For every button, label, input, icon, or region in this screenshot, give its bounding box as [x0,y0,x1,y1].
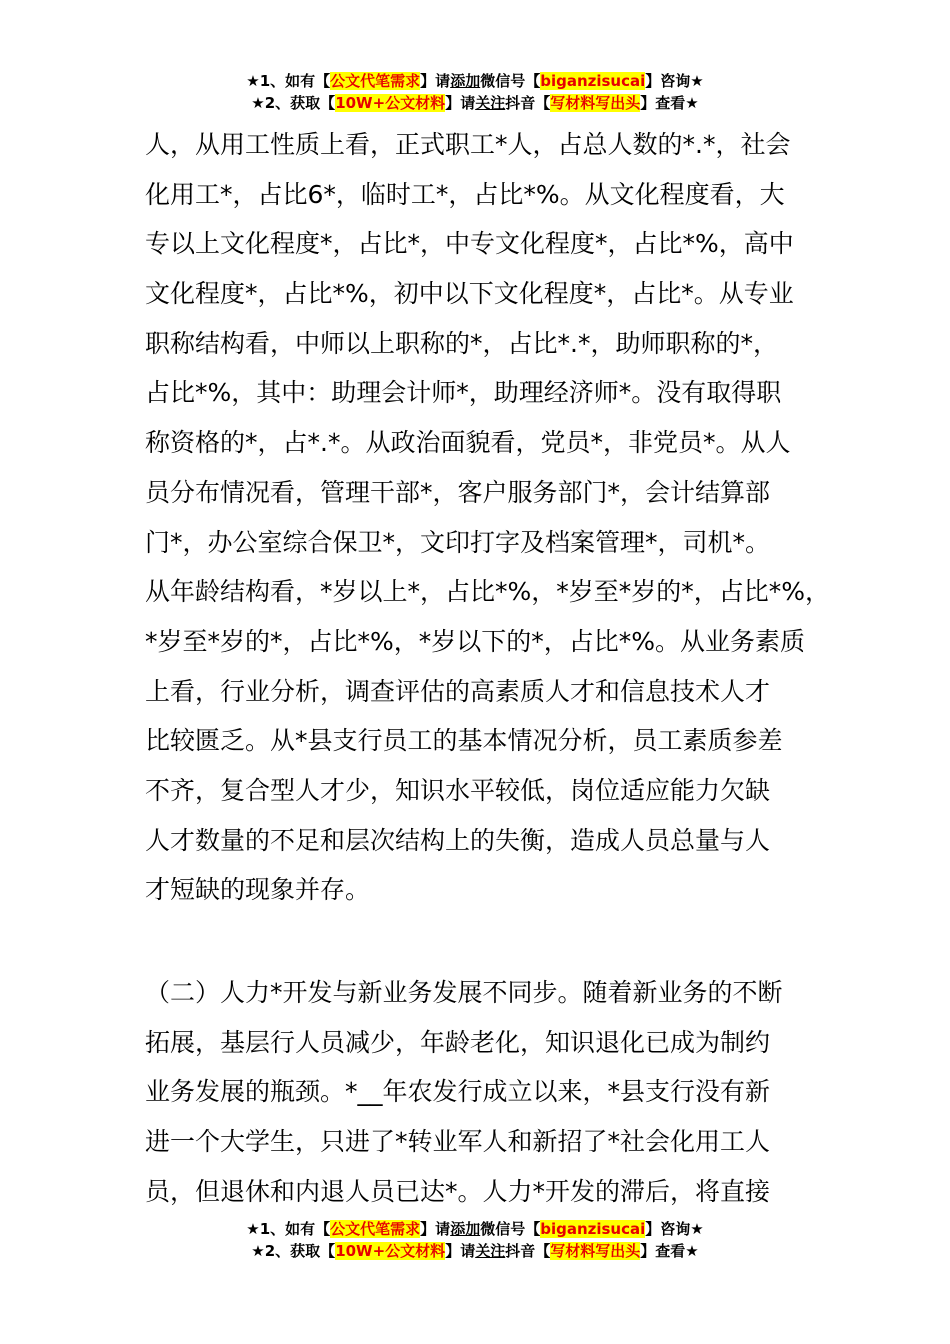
text-line: （二）人力*开发与新业务发展不同步。随着新业务的不断 [145,978,783,1007]
banner-line-2: ★2、获取【10W+公文材料】请关注抖音【写材料写出头】查看★ [251,94,699,112]
text-line: 人，从用工性质上看，正式职工*人，占总人数的*.*，社会 [145,130,791,159]
paragraph-hr-development [145,968,835,1216]
text-line: 不齐，复合型人才少，知识水平较低，岗位适应能力欠缺 [145,775,771,805]
text-line: 门*，办公室综合保卫*，文印打字及档案管理*，司机*。 [145,527,771,557]
text-line: 称资格的*，占*.*。从政治面貌看，党员*，非党员*。从人 [145,428,791,458]
paragraph-staff-structure [145,120,835,915]
banner-line-1: ★1、如有【公文代笔需求】请添加微信号【biganzisucai】咨询★ [246,1220,704,1238]
text-line: 员分布情况看，管理干部*，客户服务部门*，会计结算部 [145,477,771,507]
text-line: 业务发展的瓶颈。*__年农发行成立以来，*县支行没有新 [145,1077,771,1107]
text-line: 员，但退休和内退人员已达*。人力*开发的滞后，将直接 [145,1176,771,1206]
footer-banner [0,1218,950,1262]
banner-line-2: ★2、获取【10W+公文材料】请关注抖音【写材料写出头】查看★ [251,1242,699,1260]
text-line: 才短缺的现象并存。 [145,875,371,905]
text-line: 人才数量的不足和层次结构上的失衡，造成人员总量与人 [145,825,771,855]
text-line: 化用工*，占比6*，临时工*，占比*%。从文化程度看，大 [145,179,785,209]
text-line: 上看，行业分析，调查评估的高素质人才和信息技术人才 [145,676,771,706]
text-line: 文化程度*，占比*%，初中以下文化程度*，占比*。从专业 [145,279,794,309]
text-line: 拓展，基层行人员减少，年龄老化，知识退化已成为制约 [145,1027,771,1057]
banner-line-1: ★1、如有【公文代笔需求】请添加微信号【biganzisucai】咨询★ [246,72,704,90]
text-line: 专以上文化程度*，占比*，中专文化程度*，占比*%，高中 [145,229,794,259]
text-line: 从年龄结构看，*岁以上*，占比*%，*岁至*岁的*，占比*%， [145,577,831,607]
text-line: 占比*%，其中：助理会计师*，助理经济师*。没有取得职 [145,378,782,408]
text-line: 比较匮乏。从*县支行员工的基本情况分析，员工素质参差 [145,726,783,756]
text-line: *岁至*岁的*，占比*%，*岁以下的*，占比*%。从业务素质 [145,626,806,656]
text-line: 进一个大学生，只进了*转业军人和新招了*社会化用工人 [145,1127,771,1157]
header-banner [0,70,950,114]
text-line: 职称结构看，中师以上职称的*，占比*.*，助师职称的*， [145,328,778,358]
